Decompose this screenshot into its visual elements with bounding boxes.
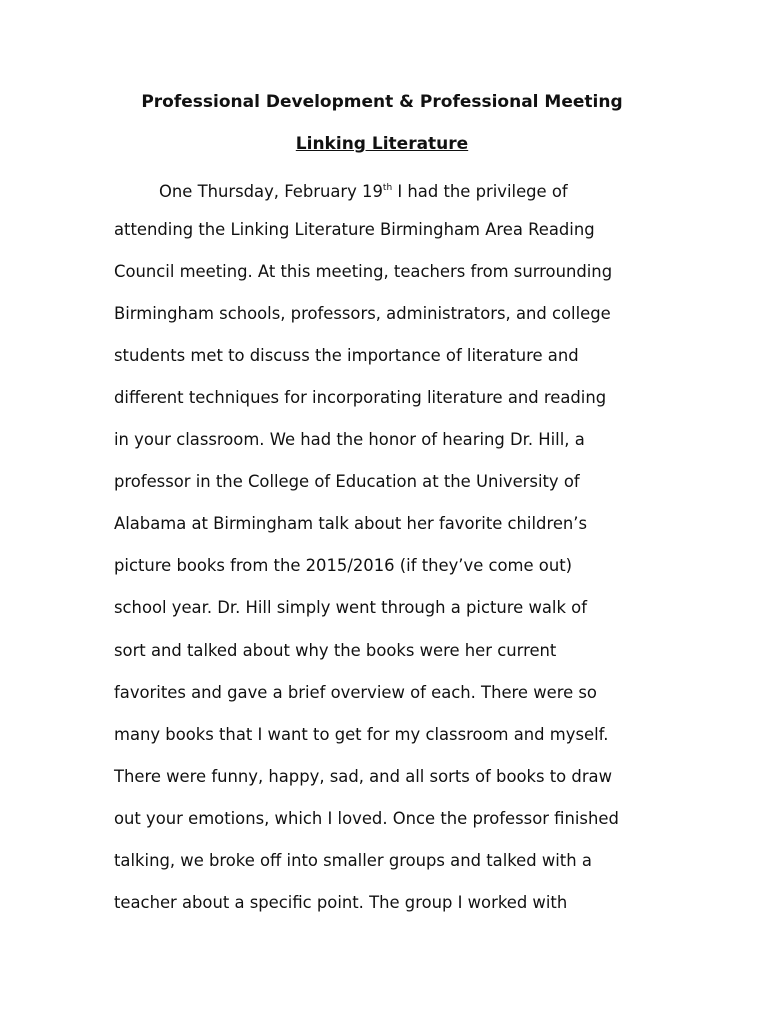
paragraph-line: There were funny, happy, sad, and all sorts of books to draw — [114, 767, 613, 786]
paragraph-line: different techniques for incorporating literature and reading — [114, 388, 607, 407]
paragraph-line: in your classroom. We had the honor of hearing Dr. Hill, a — [114, 430, 585, 449]
paragraph-line: sort and talked about why the books were her current — [114, 641, 557, 660]
paragraph-line: many books that I want to get for my classroom and myself. — [114, 725, 609, 744]
paragraph-line: out your emotions, which I loved. Once the professor finished — [114, 809, 619, 828]
paragraph-line: Birmingham schools, professors, administrators, and college — [114, 304, 611, 323]
paragraph-line: favorites and gave a brief overview of each. There were so — [114, 683, 597, 702]
paragraph-line: attending the Linking Literature Birmingham Area Reading — [114, 220, 595, 239]
document-subtitle: Linking Literature — [295, 134, 469, 154]
paragraph-line-1 — [159, 177, 568, 203]
document-title: Professional Development & Professional Meeting — [141, 92, 623, 112]
ordinal-superscript: th — [382, 183, 393, 193]
paragraph-line: school year. Dr. Hill simply went through a picture walk of — [114, 598, 587, 617]
paragraph-line: talking, we broke off into smaller groups and talked with a — [114, 851, 592, 870]
paragraph-line: picture books from the 2015/2016 (if they’ve come out) — [114, 556, 573, 575]
paragraph-line: Council meeting. At this meeting, teachers from surrounding — [114, 262, 613, 281]
paragraph-line: teacher about a specific point. The group I worked with — [114, 893, 568, 912]
paragraph-line: Alabama at Birmingham talk about her favorite children’s — [114, 514, 588, 533]
first-line-end: I had the privilege of — [392, 182, 568, 201]
paragraph-line: professor in the College of Education at the University of — [114, 472, 580, 491]
first-line-start: One Thursday, February 19 — [159, 182, 383, 201]
paragraph-line: students met to discuss the importance of literature and — [114, 346, 579, 365]
